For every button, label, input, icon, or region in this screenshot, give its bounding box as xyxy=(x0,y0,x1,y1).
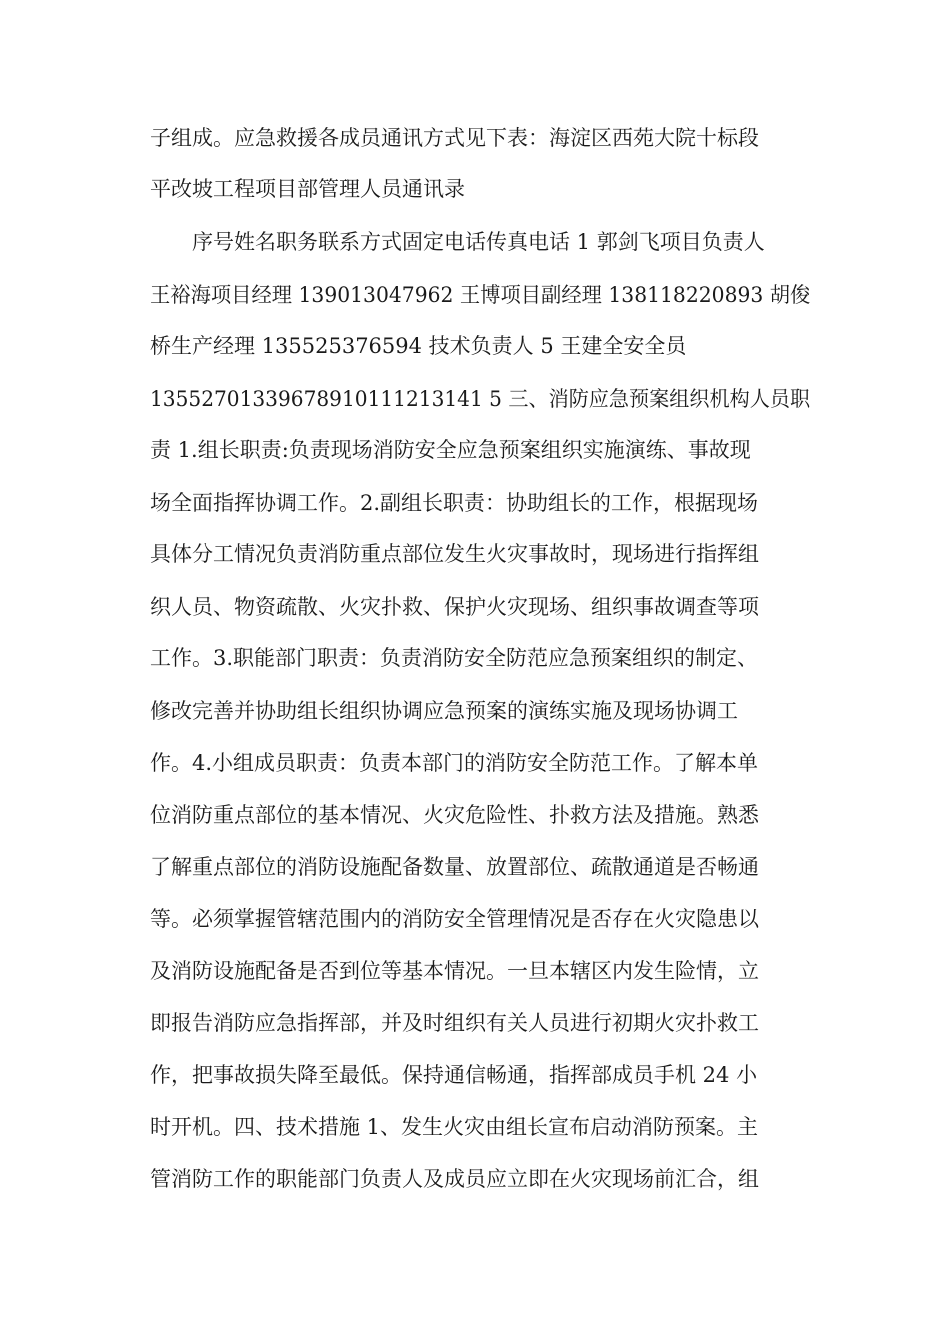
text-line: 序号姓名职务联系方式固定电话传真电话 1 郭剑飞项目负责人 xyxy=(192,230,765,254)
text-line: 及消防设施配备是否到位等基本情况。一旦本辖区内发生险情，立 xyxy=(150,959,759,983)
text-line: 位消防重点部位的基本情况、火灾危险性、扑救方法及措施。熟悉 xyxy=(150,803,759,827)
text-line: 作，把事故损失降至最低。保持通信畅通，指挥部成员手机 24 小 xyxy=(150,1063,758,1087)
text-line: 织人员、物资疏散、火灾扑救、保护火灾现场、组织事故调查等项 xyxy=(150,595,759,619)
text-line: 王裕海项目经理 139013047962 王博项目副经理 138118220893 胡俊 xyxy=(150,283,811,307)
text-line: 时开机。四、技术措施 1、发生火灾由组长宣布启动消防预案。主 xyxy=(150,1115,759,1139)
text-line: 桥生产经理 135525376594 技术负责人 5 王建全安全员 xyxy=(150,334,687,358)
text-line: 工作。3.职能部门职责：负责消防安全防范应急预案组织的制定、 xyxy=(150,646,759,670)
text-line: 等。必须掌握管辖范围内的消防安全管理情况是否存在火灾隐患以 xyxy=(150,907,759,931)
text-line: 了解重点部位的消防设施配备数量、放置部位、疏散通道是否畅通 xyxy=(150,855,759,879)
text-line: 13552701339678910111213141 5 三、消防应急预案组织机构人员职 xyxy=(150,387,811,411)
text-line: 具体分工情况负责消防重点部位发生火灾事故时，现场进行指挥组 xyxy=(150,542,759,566)
text-line: 场全面指挥协调工作。2.副组长职责：协助组长的工作，根据现场 xyxy=(150,491,759,515)
text-line: 修改完善并协助组长组织协调应急预案的演练实施及现场协调工 xyxy=(150,699,738,723)
text-line: 管消防工作的职能部门负责人及成员应立即在火灾现场前汇合，组 xyxy=(150,1167,759,1191)
text-line: 责 1.组长职责:负责现场消防安全应急预案组织实施演练、事故现 xyxy=(150,438,751,462)
text-line: 即报告消防应急指挥部，并及时组织有关人员进行初期火灾扑救工 xyxy=(150,1011,759,1035)
text-line: 子组成。应急救援各成员通讯方式见下表：海淀区西苑大院十标段 xyxy=(150,126,759,150)
text-line: 平改坡工程项目部管理人员通讯录 xyxy=(150,177,465,201)
text-line: 作。4.小组成员职责：负责本部门的消防安全防范工作。了解本单 xyxy=(150,751,759,775)
